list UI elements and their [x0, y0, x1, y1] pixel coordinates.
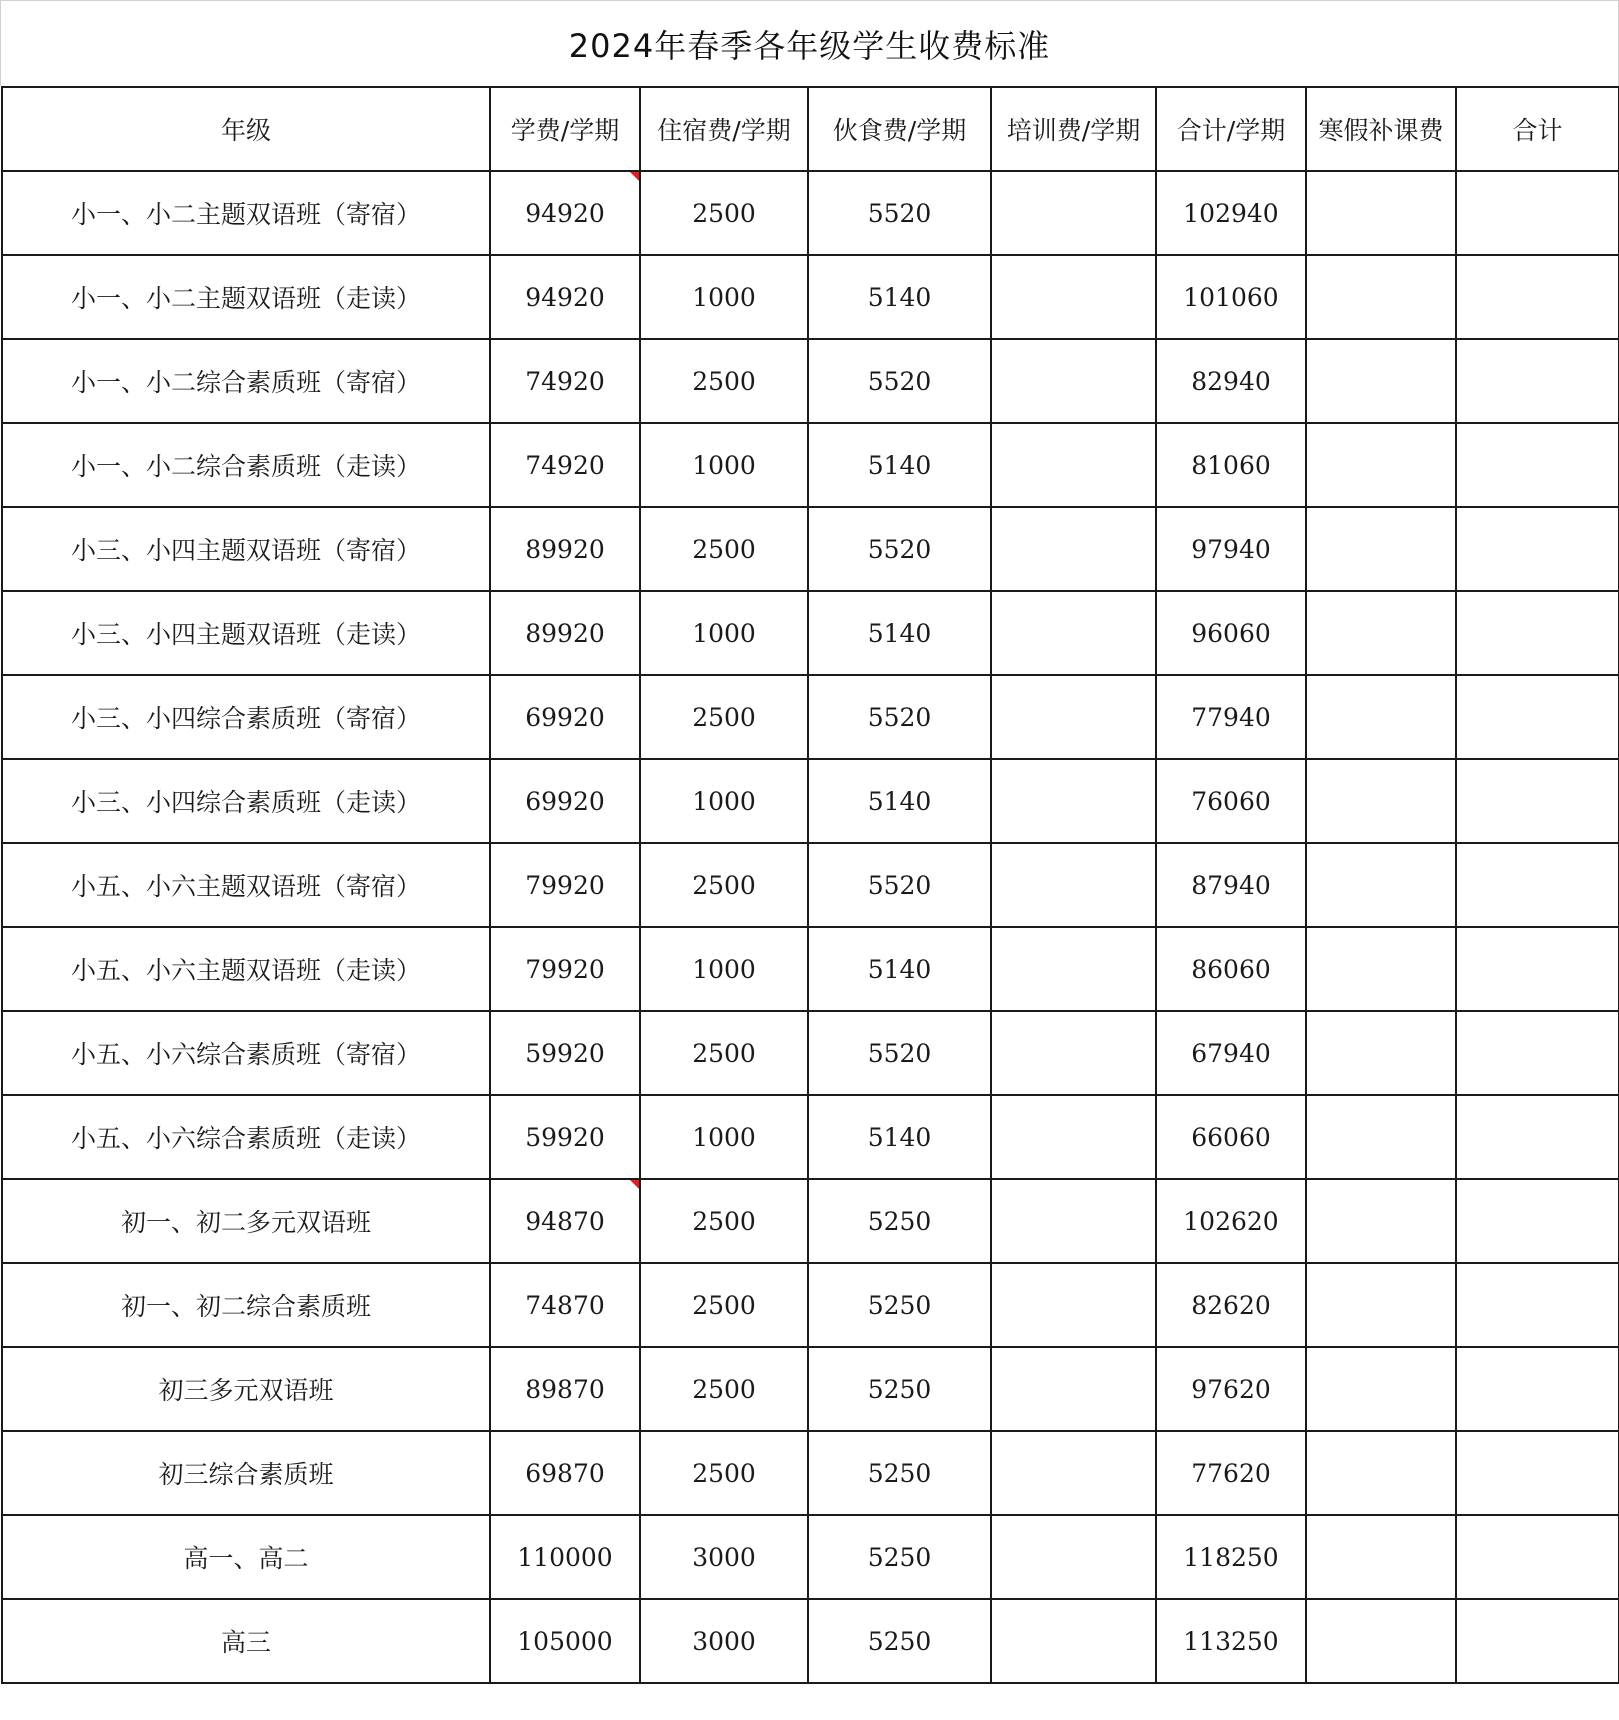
- cell-grade[interactable]: 小一、小二综合素质班（走读）: [2, 423, 490, 507]
- cell-meals[interactable]: 5140: [808, 927, 991, 1011]
- cell-tuition[interactable]: 94920: [490, 255, 640, 339]
- cell-total[interactable]: [1456, 759, 1619, 843]
- cell-lodging[interactable]: 1000: [640, 255, 808, 339]
- cell-grade[interactable]: 小三、小四综合素质班（寄宿）: [2, 675, 490, 759]
- cell-total[interactable]: [1456, 1431, 1619, 1515]
- cell-meals[interactable]: 5520: [808, 843, 991, 927]
- cell-grade[interactable]: 小五、小六主题双语班（寄宿）: [2, 843, 490, 927]
- cell-winter[interactable]: [1306, 675, 1456, 759]
- table-row: [2, 1095, 1619, 1179]
- cell-grade[interactable]: 小五、小六综合素质班（寄宿）: [2, 1011, 490, 1095]
- cell-subtotal[interactable]: 82620: [1156, 1263, 1306, 1347]
- cell-winter[interactable]: [1306, 1431, 1456, 1515]
- cell-tuition[interactable]: 79920: [490, 843, 640, 927]
- cell-lodging[interactable]: 2500: [640, 675, 808, 759]
- cell-subtotal[interactable]: 102940: [1156, 171, 1306, 255]
- cell-training[interactable]: [991, 1599, 1156, 1683]
- cell-tuition[interactable]: 105000: [490, 1599, 640, 1683]
- cell-grade[interactable]: 小五、小六综合素质班（走读）: [2, 1095, 490, 1179]
- comment-indicator-icon[interactable]: [630, 172, 639, 181]
- cell-grade[interactable]: 小三、小四综合素质班（走读）: [2, 759, 490, 843]
- table-row: [2, 255, 1619, 339]
- cell-subtotal[interactable]: 77620: [1156, 1431, 1306, 1515]
- table-row: [2, 507, 1619, 591]
- cell-meals[interactable]: 5140: [808, 1095, 991, 1179]
- cell-lodging[interactable]: 2500: [640, 507, 808, 591]
- cell-winter[interactable]: [1306, 1515, 1456, 1599]
- cell-training[interactable]: [991, 1011, 1156, 1095]
- table-row: [2, 759, 1619, 843]
- table-row: [2, 1179, 1619, 1263]
- cell-lodging[interactable]: 3000: [640, 1599, 808, 1683]
- cell-meals[interactable]: 5140: [808, 423, 991, 507]
- cell-winter[interactable]: [1306, 255, 1456, 339]
- cell-training[interactable]: [991, 759, 1156, 843]
- cell-total[interactable]: [1456, 1515, 1619, 1599]
- cell-lodging[interactable]: 3000: [640, 1515, 808, 1599]
- cell-grade[interactable]: 小三、小四主题双语班（走读）: [2, 591, 490, 675]
- cell-winter[interactable]: [1306, 1179, 1456, 1263]
- cell-total[interactable]: [1456, 171, 1619, 255]
- table-row: [2, 1263, 1619, 1347]
- cell-subtotal[interactable]: 118250: [1156, 1515, 1306, 1599]
- cell-meals[interactable]: 5520: [808, 675, 991, 759]
- cell-lodging[interactable]: 2500: [640, 339, 808, 423]
- cell-tuition[interactable]: 69920: [490, 759, 640, 843]
- cell-lodging[interactable]: 2500: [640, 171, 808, 255]
- cell-training[interactable]: [991, 591, 1156, 675]
- table-row: [2, 1515, 1619, 1599]
- cell-winter[interactable]: [1306, 1599, 1456, 1683]
- cell-total[interactable]: [1456, 675, 1619, 759]
- header-meals[interactable]: 伙食费/学期: [808, 87, 991, 171]
- cell-subtotal[interactable]: 81060: [1156, 423, 1306, 507]
- cell-winter[interactable]: [1306, 1011, 1456, 1095]
- cell-subtotal[interactable]: 82940: [1156, 339, 1306, 423]
- cell-winter[interactable]: [1306, 759, 1456, 843]
- header-subtotal[interactable]: 合计/学期: [1156, 87, 1306, 171]
- cell-total[interactable]: [1456, 255, 1619, 339]
- cell-grade[interactable]: 初三多元双语班: [2, 1347, 490, 1431]
- cell-winter[interactable]: [1306, 423, 1456, 507]
- cell-lodging[interactable]: 1000: [640, 927, 808, 1011]
- comment-indicator-icon[interactable]: [630, 1180, 639, 1189]
- table-row: [2, 591, 1619, 675]
- title-row[interactable]: [0, 0, 1619, 86]
- cell-grade[interactable]: 初一、初二综合素质班: [2, 1263, 490, 1347]
- cell-lodging[interactable]: 2500: [640, 1179, 808, 1263]
- header-tuition[interactable]: 学费/学期: [490, 87, 640, 171]
- cell-meals[interactable]: 5520: [808, 507, 991, 591]
- header-grade[interactable]: 年级: [2, 87, 490, 171]
- cell-meals[interactable]: 5520: [808, 171, 991, 255]
- cell-subtotal[interactable]: 77940: [1156, 675, 1306, 759]
- cell-total[interactable]: [1456, 1011, 1619, 1095]
- cell-subtotal[interactable]: 67940: [1156, 1011, 1306, 1095]
- cell-grade[interactable]: 小一、小二主题双语班（走读）: [2, 255, 490, 339]
- cell-winter[interactable]: [1306, 339, 1456, 423]
- cell-total[interactable]: [1456, 591, 1619, 675]
- cell-subtotal[interactable]: 113250: [1156, 1599, 1306, 1683]
- header-winter[interactable]: 寒假补课费: [1306, 87, 1456, 171]
- cell-meals[interactable]: 5250: [808, 1515, 991, 1599]
- cell-winter[interactable]: [1306, 1263, 1456, 1347]
- cell-meals[interactable]: 5140: [808, 759, 991, 843]
- cell-training[interactable]: [991, 1179, 1156, 1263]
- cell-winter[interactable]: [1306, 1347, 1456, 1431]
- cell-total[interactable]: [1456, 1347, 1619, 1431]
- cell-total[interactable]: [1456, 1599, 1619, 1683]
- cell-subtotal[interactable]: 102620: [1156, 1179, 1306, 1263]
- cell-training[interactable]: [991, 507, 1156, 591]
- cell-tuition[interactable]: 79920: [490, 927, 640, 1011]
- cell-lodging[interactable]: 1000: [640, 423, 808, 507]
- cell-grade[interactable]: 初三综合素质班: [2, 1431, 490, 1515]
- cell-meals[interactable]: 5250: [808, 1263, 991, 1347]
- cell-tuition[interactable]: 59920: [490, 1011, 640, 1095]
- cell-total[interactable]: [1456, 507, 1619, 591]
- cell-training[interactable]: [991, 1515, 1156, 1599]
- cell-tuition[interactable]: 74920: [490, 339, 640, 423]
- cell-grade[interactable]: 高一、高二: [2, 1515, 490, 1599]
- cell-winter[interactable]: [1306, 171, 1456, 255]
- table-row: [2, 927, 1619, 1011]
- cell-grade[interactable]: 小五、小六主题双语班（走读）: [2, 927, 490, 1011]
- cell-lodging[interactable]: 2500: [640, 1431, 808, 1515]
- table-row: [2, 675, 1619, 759]
- cell-meals[interactable]: 5520: [808, 1011, 991, 1095]
- cell-grade[interactable]: 小一、小二综合素质班（寄宿）: [2, 339, 490, 423]
- cell-tuition[interactable]: 69870: [490, 1431, 640, 1515]
- cell-winter[interactable]: [1306, 507, 1456, 591]
- cell-meals[interactable]: 5140: [808, 255, 991, 339]
- cell-training[interactable]: [991, 423, 1156, 507]
- cell-meals[interactable]: 5140: [808, 591, 991, 675]
- cell-tuition[interactable]: 110000: [490, 1515, 640, 1599]
- header-lodging[interactable]: 住宿费/学期: [640, 87, 808, 171]
- cell-winter[interactable]: [1306, 927, 1456, 1011]
- cell-subtotal[interactable]: 96060: [1156, 591, 1306, 675]
- cell-training[interactable]: [991, 255, 1156, 339]
- cell-total[interactable]: [1456, 927, 1619, 1011]
- cell-grade[interactable]: 初一、初二多元双语班: [2, 1179, 490, 1263]
- cell-lodging[interactable]: 2500: [640, 843, 808, 927]
- table-row: [2, 1011, 1619, 1095]
- cell-lodging[interactable]: 1000: [640, 591, 808, 675]
- cell-grade[interactable]: 小三、小四主题双语班（寄宿）: [2, 507, 490, 591]
- cell-lodging[interactable]: 2500: [640, 1347, 808, 1431]
- cell-winter[interactable]: [1306, 1095, 1456, 1179]
- cell-winter[interactable]: [1306, 591, 1456, 675]
- cell-meals[interactable]: 5520: [808, 339, 991, 423]
- cell-lodging[interactable]: 2500: [640, 1263, 808, 1347]
- cell-total[interactable]: [1456, 843, 1619, 927]
- cell-training[interactable]: [991, 1347, 1156, 1431]
- cell-tuition[interactable]: 94920: [490, 171, 640, 255]
- cell-total[interactable]: [1456, 1263, 1619, 1347]
- cell-winter[interactable]: [1306, 843, 1456, 927]
- table-row: [2, 1347, 1619, 1431]
- cell-subtotal[interactable]: 86060: [1156, 927, 1306, 1011]
- table-row: [2, 171, 1619, 255]
- cell-total[interactable]: [1456, 339, 1619, 423]
- cell-tuition[interactable]: 89920: [490, 507, 640, 591]
- cell-tuition[interactable]: 89870: [490, 1347, 640, 1431]
- sheet-title: 2024年春季各年级学生收费标准: [568, 26, 1051, 65]
- cell-tuition[interactable]: 94870: [490, 1179, 640, 1263]
- cell-training[interactable]: [991, 1095, 1156, 1179]
- cell-training[interactable]: [991, 171, 1156, 255]
- cell-total[interactable]: [1456, 423, 1619, 507]
- fee-table: [1, 86, 1619, 1684]
- header-training[interactable]: 培训费/学期: [991, 87, 1156, 171]
- cell-lodging[interactable]: 1000: [640, 759, 808, 843]
- cell-tuition[interactable]: 59920: [490, 1095, 640, 1179]
- cell-subtotal[interactable]: 101060: [1156, 255, 1306, 339]
- cell-meals[interactable]: 5250: [808, 1347, 991, 1431]
- table-row: [2, 339, 1619, 423]
- cell-subtotal[interactable]: 87940: [1156, 843, 1306, 927]
- table-row: [2, 843, 1619, 927]
- cell-subtotal[interactable]: 76060: [1156, 759, 1306, 843]
- cell-subtotal[interactable]: 66060: [1156, 1095, 1306, 1179]
- header-row: [2, 87, 1619, 171]
- cell-total[interactable]: [1456, 1095, 1619, 1179]
- cell-training[interactable]: [991, 1431, 1156, 1515]
- cell-meals[interactable]: 5250: [808, 1599, 991, 1683]
- cell-tuition[interactable]: 69920: [490, 675, 640, 759]
- cell-lodging[interactable]: 2500: [640, 1011, 808, 1095]
- cell-subtotal[interactable]: 97940: [1156, 507, 1306, 591]
- cell-grade[interactable]: 小一、小二主题双语班（寄宿）: [2, 171, 490, 255]
- cell-subtotal[interactable]: 97620: [1156, 1347, 1306, 1431]
- cell-training[interactable]: [991, 339, 1156, 423]
- cell-training[interactable]: [991, 1263, 1156, 1347]
- cell-tuition[interactable]: 74870: [490, 1263, 640, 1347]
- cell-training[interactable]: [991, 927, 1156, 1011]
- table-row: [2, 1431, 1619, 1515]
- table-row: [2, 1599, 1619, 1683]
- cell-training[interactable]: [991, 843, 1156, 927]
- table-row: [2, 423, 1619, 507]
- cell-training[interactable]: [991, 675, 1156, 759]
- header-total[interactable]: 合计: [1456, 87, 1619, 171]
- cell-grade[interactable]: 高三: [2, 1599, 490, 1683]
- cell-lodging[interactable]: 1000: [640, 1095, 808, 1179]
- cell-meals[interactable]: 5250: [808, 1179, 991, 1263]
- cell-total[interactable]: [1456, 1179, 1619, 1263]
- cell-tuition[interactable]: 74920: [490, 423, 640, 507]
- cell-tuition[interactable]: 89920: [490, 591, 640, 675]
- cell-meals[interactable]: 5250: [808, 1431, 991, 1515]
